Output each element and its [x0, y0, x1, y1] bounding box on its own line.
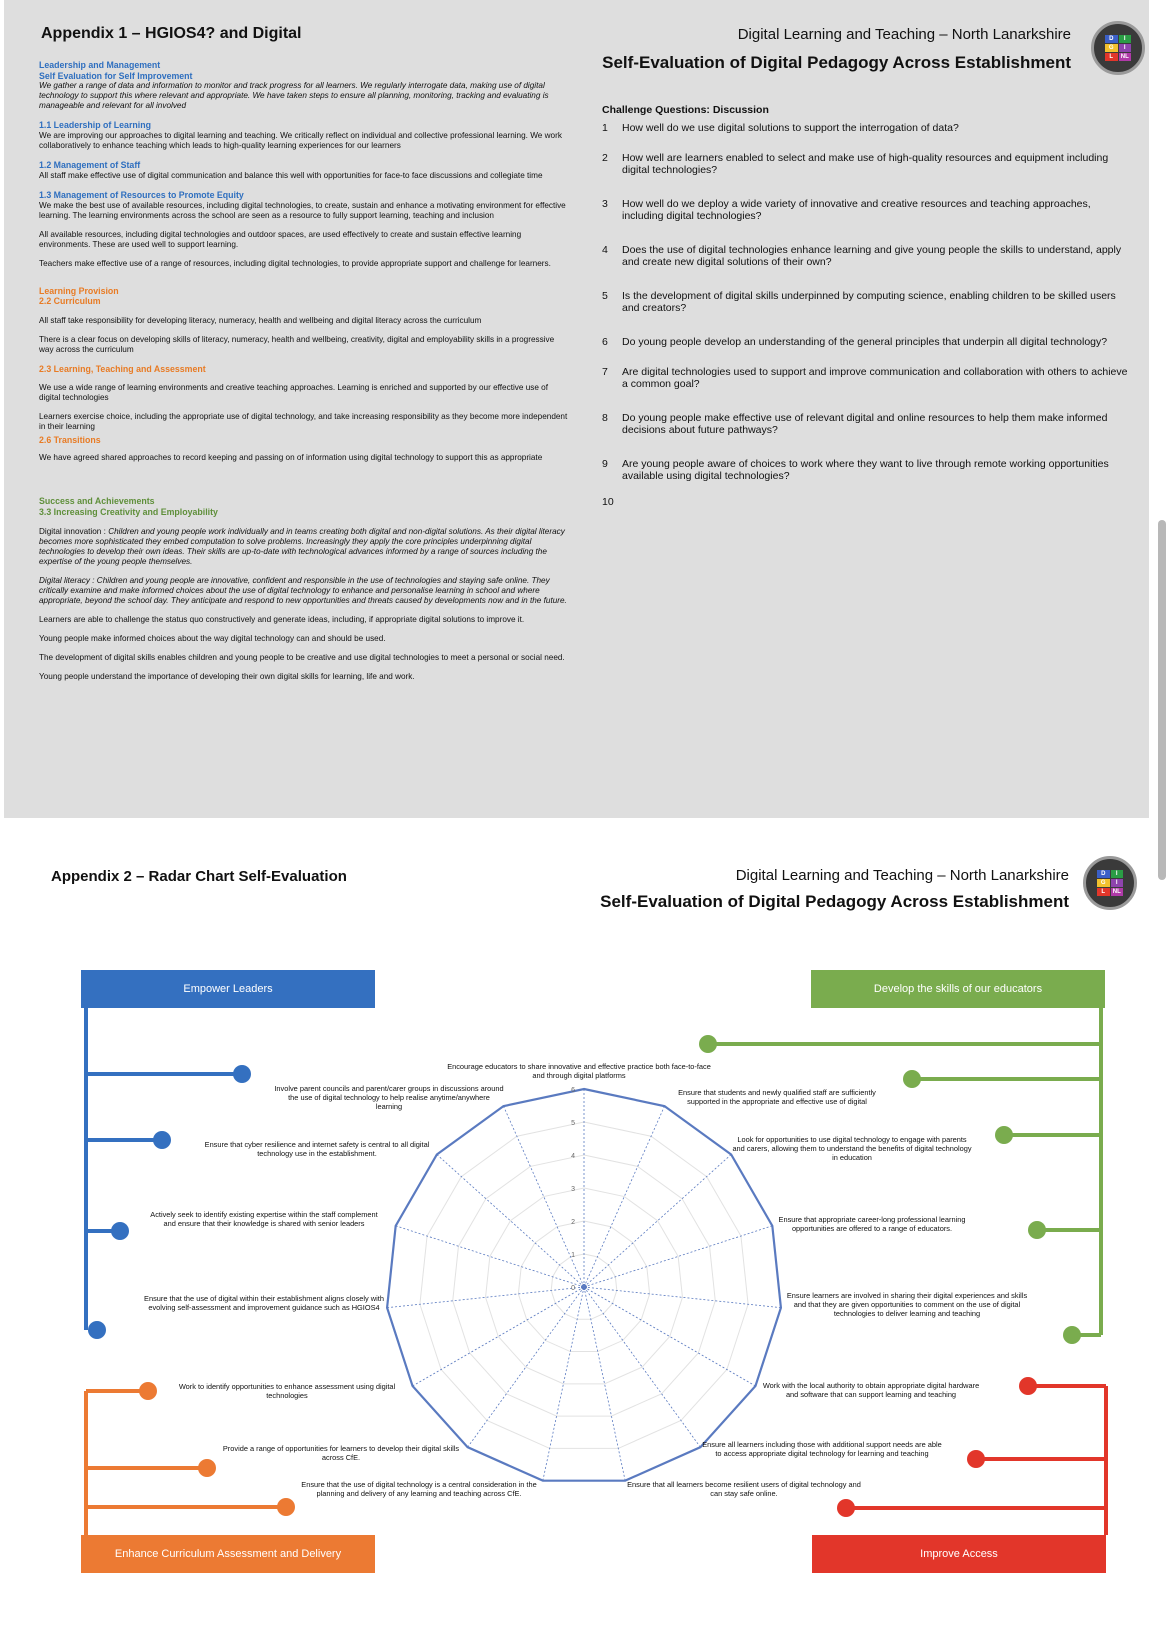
paragraph [39, 527, 569, 567]
radar-category-label: Encourage educators to share innovative and effective practice both face-to-face and through digital platforms [447, 1062, 711, 1081]
paragraph: The development of digital skills enables children and young people to be creative and use digital technologies to meet a personal or social need. [39, 652, 565, 662]
paragraph: Learners are able to challenge the status quo constructively and generate ideas, including, if appropriate digital solutions to improve it. [39, 614, 525, 624]
radar-category-label: Ensure all learners including those with additional support needs are able to access appropriate digital technology for learning and teaching [702, 1440, 942, 1459]
radar-category-label: Ensure that appropriate career-long professional learning opportunities are offered to a range of educators. [778, 1215, 966, 1234]
digi-logo [1091, 21, 1145, 75]
section-subheading: Self Evaluation for Self Improvement [39, 70, 193, 81]
radar-category-label: Provide a range of opportunities for learners to develop their digital skills across CfE. [222, 1444, 460, 1463]
paragraph: All staff take responsibility for developing literacy, numeracy, health and wellbeing and digital literacy across the curriculum [39, 316, 482, 326]
logo-letter: G [1097, 879, 1110, 887]
org-name: Digital Learning and Teaching – North Lanarkshire [737, 26, 1071, 43]
paragraph: We use a wide range of learning environments and creative teaching approaches. Learning is enriched and supported by our effective use of digital technologies [39, 382, 549, 402]
paragraph: Learners exercise choice, including the appropriate use of digital technology, and take increasing responsibility as they become more independent in their learning [39, 411, 568, 431]
question-item: 1 How well do we use digital solutions to support the interrogation of data? [602, 122, 959, 135]
radar-category-label: Ensure learners are involved in sharing their digital experiences and skills and that they are given opportunities to comment on the use of digital technologies to deliver learning and teaching [786, 1291, 1028, 1319]
radar-category-label: Ensure that the use of digital within their establishment aligns closely with evolving self-assessment and improvement guidance such as HGIOS4 [144, 1294, 384, 1313]
paragraph: All available resources, including digital technologies and outdoor spaces, are used effectively to create and sustain effective learning environments. These are used well to support learning. [39, 229, 522, 249]
page-title: Self-Evaluation of Digital Pedagogy Across Establishment [602, 53, 1071, 72]
hgios4-column [39, 60, 569, 691]
radar-tick-label: 6 [571, 1087, 575, 1094]
scrollbar[interactable] [1158, 520, 1166, 880]
radar-category-label: Ensure that students and newly qualified staff are sufficiently supported in the appropriate and effective use of digital [678, 1088, 876, 1107]
section-heading: 1.3 Management of Resources to Promote Equity [39, 189, 244, 200]
section-heading: Learning Provision [39, 285, 119, 296]
section-heading: 2.3 Learning, Teaching and Assessment [39, 364, 206, 375]
paragraph: There is a clear focus on developing skills of literacy, numeracy, health and wellbeing, creativity, digital and employability skills in a progressive way across the curriculum [39, 335, 555, 355]
questions-heading: Challenge Questions: Discussion [602, 104, 769, 116]
question-item: 8 Do young people make effective use of relevant digital and online resources to help them make informed decisions about future pathways? [602, 412, 1108, 437]
inline-text: Children and young people work individually and in teams creating both digital and non-digital solutions. As their digital literacy becomes more sophisticated they embed computation to solve problems. Increasingly they apply the core principles underpinning digital technologies to develop their own ideas. Their skills are up-to-date with technological advances informed by a range of sources including the expertise of the young people themselves. [39, 526, 565, 566]
radar-category-label: Actively seek to identify existing expertise within the staff complement and ensure that their knowledge is shared with senior leaders [150, 1210, 378, 1229]
develop-educators-header: Develop the skills of our educators [811, 970, 1105, 1008]
radar-category-label: Ensure that cyber resilience and internet safety is central to all digital technology use in the establishment. [204, 1140, 430, 1159]
logo-letter: D [1097, 870, 1110, 878]
radar-tick-label: 1 [571, 1252, 575, 1259]
radar-tick-label: 4 [571, 1153, 575, 1160]
page-title: Self-Evaluation of Digital Pedagogy Across Establishment [600, 892, 1069, 911]
empower-leaders-header: Empower Leaders [81, 970, 375, 1008]
section-heading: 1.2 Management of Staff [39, 160, 141, 171]
question-item: 10 [602, 496, 614, 509]
inline-text: Children and young people are innovative, confident and responsible in the use of technologies and staying safe online. They critically examine and make informed choices about the use of digital technology to enhance and personalise learning in school and where appropriate, beyond the school day. They anticipate and respond to new opportunities and threats caused by developments now and in the future. [39, 575, 567, 605]
question-item: 3 How well do we deploy a wide variety of innovative and creative resources and teaching approaches, including digital technologies? [602, 198, 1091, 223]
radar-category-label: Ensure that all learners become resilient users of digital technology and can stay safe online. [627, 1480, 861, 1499]
logo-letter: I [1119, 44, 1132, 52]
paragraph: All staff make effective use of digital communication and balance this well with opportunities for face-to face discussions and collegiate time [39, 170, 543, 180]
logo-letter: D [1105, 35, 1118, 43]
appendix-2-page [4, 826, 1149, 1647]
logo-letter: L [1105, 53, 1118, 61]
paragraph: We are improving our approaches to digital learning and teaching. We critically reflect on individual and collective professional learning. We work collaboratively to enhance teaching which leads to high-quality learning experiences for our learners [39, 131, 562, 151]
question-item: 5 Is the development of digital skills underpinned by computing science, enabling children to be skilled users and creators? [602, 290, 1116, 315]
section-heading: Success and Achievements [39, 496, 155, 507]
inline-label: Digital innovation : [39, 526, 109, 536]
challenge-questions [602, 104, 1132, 516]
section-subheading: 2.2 Curriculum [39, 296, 101, 307]
paragraph [39, 576, 569, 606]
radar-tick-label: 5 [571, 1120, 575, 1127]
logo-letter: NL [1119, 53, 1132, 61]
question-item: 7 Are digital technologies used to support and improve communication and collaboration with others to achieve a common goal? [602, 366, 1128, 391]
radar-category-label: Work with the local authority to obtain appropriate digital hardware and software that can support learning and teaching [762, 1381, 980, 1400]
appendix-2-title: Appendix 2 – Radar Chart Self-Evaluation [51, 868, 347, 885]
radar-category-label: Work to identify opportunities to enhance assessment using digital technologies [178, 1382, 396, 1401]
inline-label: Digital literacy : [39, 575, 97, 585]
section-subheading: 3.3 Increasing Creativity and Employability [39, 507, 218, 518]
appendix-1-title: Appendix 1 – HGIOS4? and Digital [41, 25, 302, 42]
section-heading: Leadership and Management [39, 60, 161, 70]
appendix-1-page [4, 0, 1149, 818]
question-item: 6 Do young people develop an understanding of the general principles that underpin all digital technology? [602, 336, 1108, 349]
radar-tick-label: 0 [571, 1285, 575, 1292]
logo-letter: NL [1111, 888, 1124, 896]
radar-chart [4, 826, 1149, 1647]
logo-letter: G [1105, 44, 1118, 52]
section-heading: 2.6 Transitions [39, 434, 101, 445]
section-heading: 1.1 Leadership of Learning [39, 120, 151, 131]
enhance-curriculum-header: Enhance Curriculum Assessment and Delivery [81, 1535, 375, 1573]
paragraph: We make the best use of available resources, including digital technologies, to create, sustain and enhance a motivating environment for effective learning. The learning environments across the school are seen as a resource to fully support learning, teaching and inclusion [39, 200, 566, 220]
question-item: 2 How well are learners enabled to select and make use of high-quality resources and equipment including digital technologies? [602, 152, 1109, 177]
logo-letter: I [1119, 35, 1132, 43]
logo-letter: I [1111, 870, 1124, 878]
paragraph: We have agreed shared approaches to record keeping and passing on of information using digital technology to support this as appropriate [39, 453, 543, 463]
paragraph: We gather a range of data and information to monitor and track progress for all learners. We regularly interrogate data, making use of digital technology to support this where relevant and appropriate. We have taken steps to ensure all planning, monitoring, tracking and evaluating is manageable and relevant for all involved [39, 81, 549, 111]
radar-category-label: Look for opportunities to use digital technology to engage with parents and carers, allowing them to understand the benefits of digital technology in education [732, 1135, 972, 1163]
radar-category-label: Involve parent councils and parent/carer groups in discussions around the use of digital technology to help realise anytime/anywhere learning [274, 1084, 504, 1112]
logo-letter: I [1111, 879, 1124, 887]
paragraph: Young people make informed choices about the way digital technology can and should be used. [39, 633, 386, 643]
question-item: 9 Are young people aware of choices to work where they want to live through remote working opportunities available using digital technologies? [602, 458, 1109, 483]
org-name: Digital Learning and Teaching – North Lanarkshire [735, 867, 1069, 884]
radar-category-label: Ensure that the use of digital technology is a central consideration in the planning and delivery of any learning and teaching across CfE. [301, 1480, 537, 1499]
paragraph: Teachers make effective use of a range of resources, including digital technologies, to provide appropriate support and challenge for learners. [39, 258, 551, 268]
paragraph: Young people understand the importance of developing their own digital skills for learning, life and work. [39, 671, 415, 681]
radar-tick-label: 2 [571, 1219, 575, 1226]
question-item: 4 Does the use of digital technologies enhance learning and give young people the skills to understand, apply and create new digital solutions of their own? [602, 244, 1122, 269]
logo-letter: L [1097, 888, 1110, 896]
improve-access-header: Improve Access [812, 1535, 1106, 1573]
radar-tick-label: 3 [571, 1186, 575, 1193]
